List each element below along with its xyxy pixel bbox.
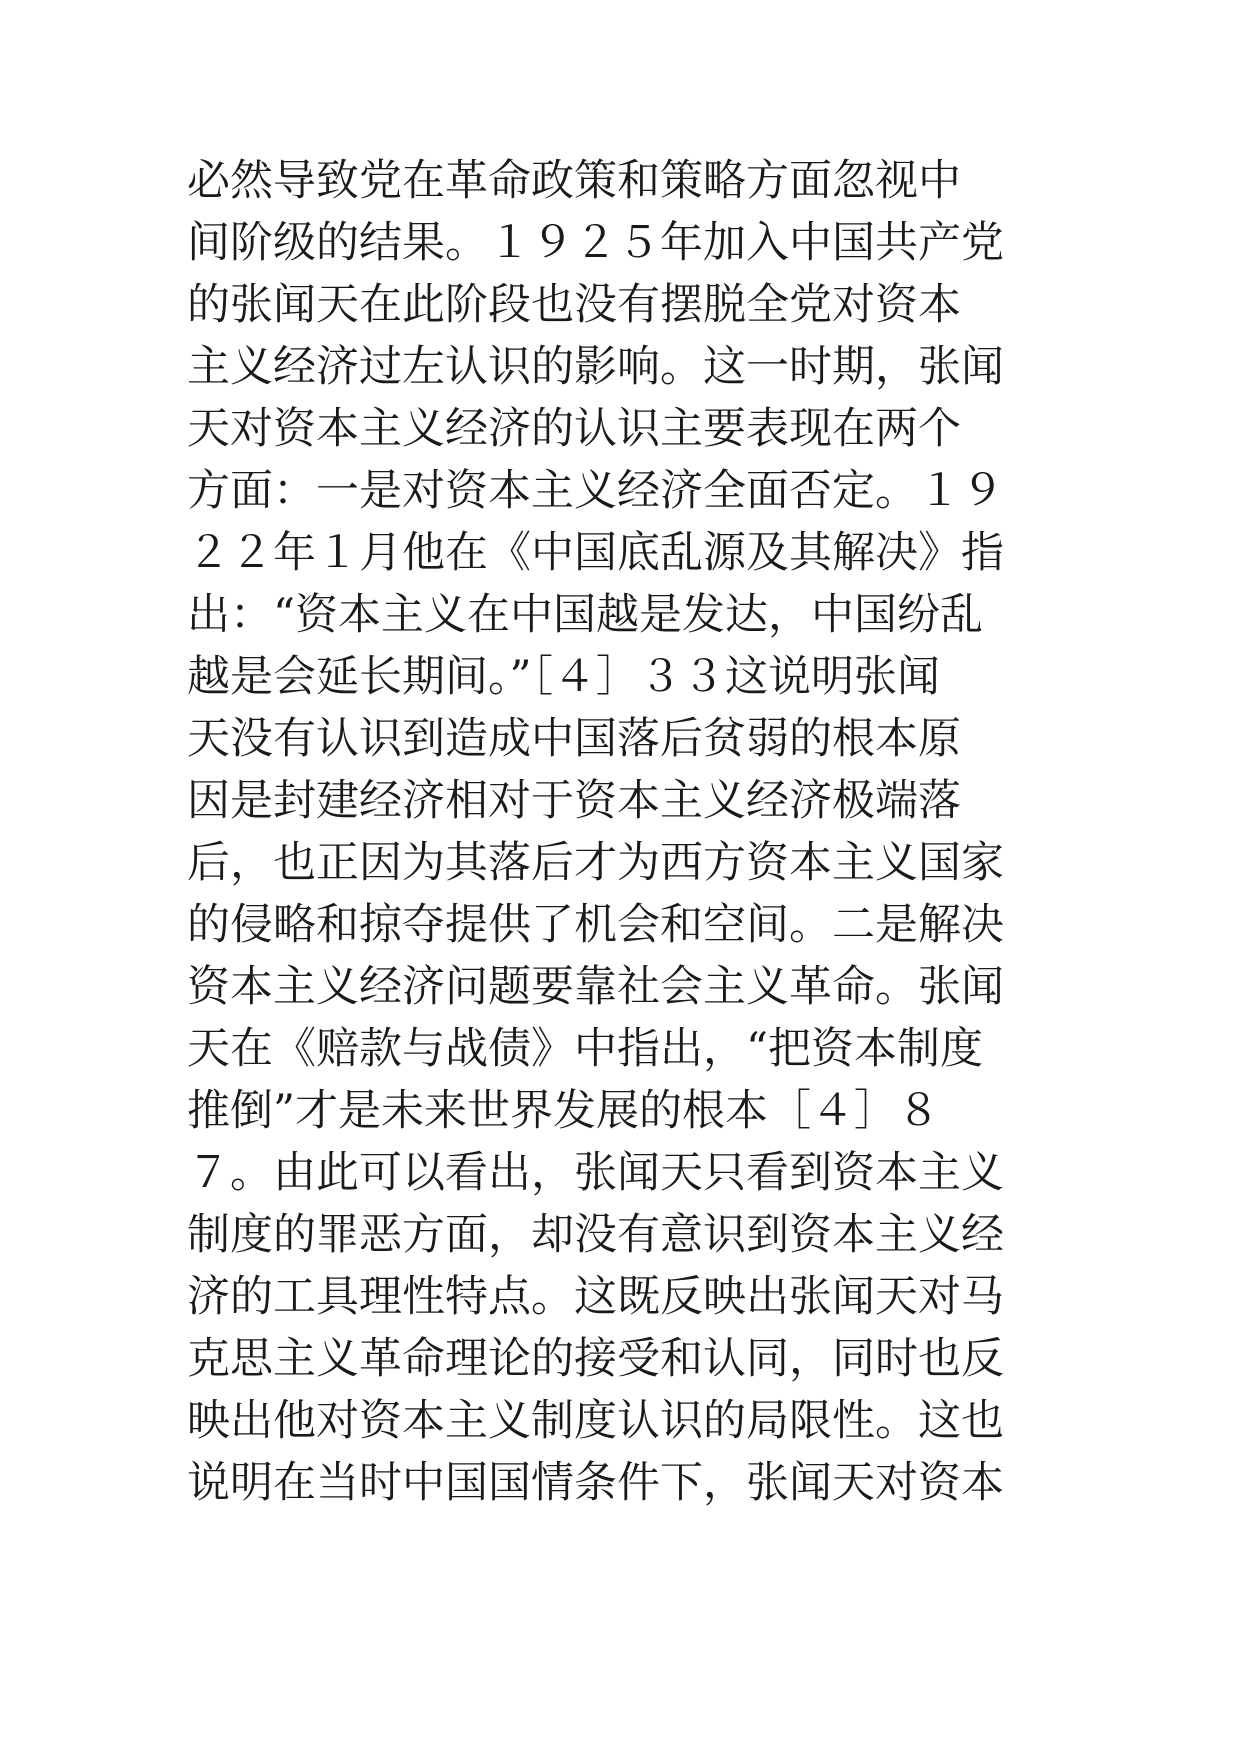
text-line: ２２年１月他在《中国底乱源及其解决》指 [187,528,1004,578]
text-line: 的张闻天在此阶段也没有摆脱全党对资本 [187,280,961,330]
text-line: 克思主义革命理论的接受和认同，同时也反 [187,1334,1004,1384]
text-line: 推倒”才是未来世界发展的根本［４］８ [187,1086,940,1136]
text-line: 间阶级的结果。１９２５年加入中国共产党 [187,218,1004,268]
text-line: 主义经济过左认识的影响。这一时期，张闻 [187,342,1004,392]
text-line: 越是会延长期间。”［４］３３这说明张闻 [187,652,940,702]
text-line: 后，也正因为其落后才为西方资本主义国家 [187,838,1004,888]
text-line: 说明在当时中国国情条件下，张闻天对资本 [187,1458,1004,1508]
text-line: 资本主义经济问题要靠社会主义革命。张闻 [187,962,1004,1012]
text-line: 因是封建经济相对于资本主义经济极端落 [187,776,961,826]
text-line: 的侵略和掠夺提供了机会和空间。二是解决 [187,900,1004,950]
text-line: 映出他对资本主义制度认识的局限性。这也 [187,1396,1004,1446]
text-line: 必然导致党在革命政策和策略方面忽视中 [187,156,961,206]
text-line: 天没有认识到造成中国落后贫弱的根本原 [187,714,961,764]
text-line: 天在《赔款与战债》中指出，“把资本制度 [187,1024,983,1074]
text-line: 方面：一是对资本主义经济全面否定。１９ [187,466,1004,516]
text-line: 天对资本主义经济的认识主要表现在两个 [187,404,961,454]
text-line: 制度的罪恶方面，却没有意识到资本主义经 [187,1210,1004,1260]
text-line: ７。由此可以看出，张闻天只看到资本主义 [187,1148,1004,1198]
body-text [187,150,1067,1514]
text-line: 济的工具理性特点。这既反映出张闻天对马 [187,1272,1004,1322]
text-line: 出：“资本主义在中国越是发达，中国纷乱 [187,590,983,640]
